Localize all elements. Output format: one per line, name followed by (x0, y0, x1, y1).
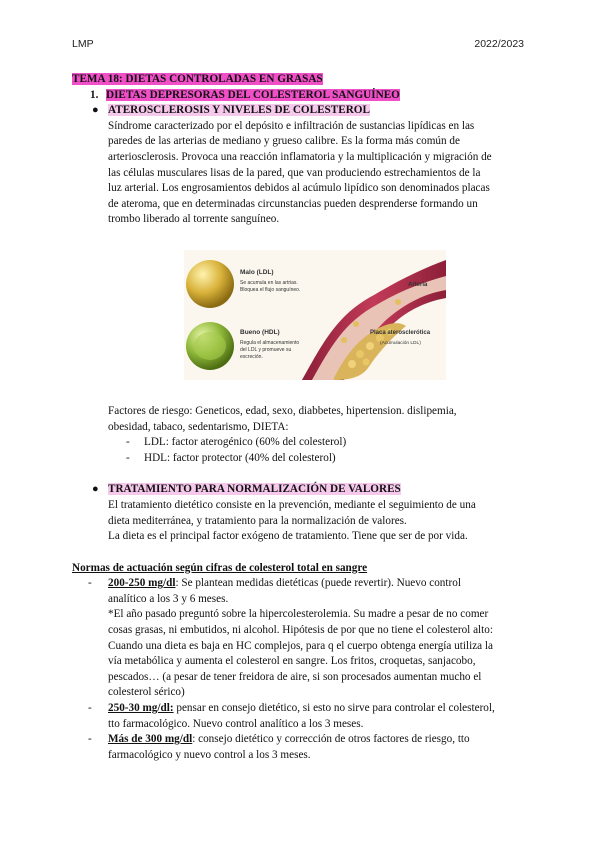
text-line: colesterol sérico) (108, 686, 185, 699)
risk-list (126, 435, 528, 466)
text-line: las células musculares lisas de la pared, que van produciendo estrechamientos de la (108, 166, 481, 179)
section-number: 1. (90, 88, 99, 101)
text-line: de ateroma, que en determinadas circunstancias pueden desprenderse formando un (108, 197, 478, 210)
text-line: obesidad, tabaco, sedentarismo, DIETA: (108, 420, 289, 433)
norms-list (88, 576, 528, 763)
cholesterol-illustration (184, 250, 446, 380)
plaque-label: Placa aterosclerótica (370, 329, 431, 336)
ldl-desc-2: Bloquea el flujo sanguíneo. (240, 286, 301, 293)
norm-item (88, 701, 528, 732)
bullet-icon: ● (92, 104, 99, 117)
document-body (72, 72, 528, 763)
text-line: Síndrome caracterizado por el depósito e infiltración de sustancias lipídicas en las (108, 119, 475, 132)
hdl-inner (194, 332, 226, 360)
plaque-sub: (Acumulación LDL) (380, 340, 421, 346)
hdl-desc-2: del LDL y promueve su (240, 346, 292, 353)
list-item-text: LDL: factor aterogénico (60% del colesterol) (144, 436, 347, 449)
dash-icon: - (88, 702, 92, 715)
text-line: pescados… (a pesar de tener freidora de aire, si son procesados aumentan mucho el (108, 670, 482, 683)
lipid-particle (348, 360, 356, 368)
subheading-treatment-text: TRATAMIENTO PARA NORMALIZACIÓN DE VALORES (108, 483, 401, 496)
text-line: tto farmacológico. Nuevo control analítico a los 3 meses. (108, 717, 364, 730)
doc-title-text: TEMA 18: DIETAS CONTROLADAS EN GRASAS (72, 73, 323, 85)
norm-item (88, 576, 528, 701)
norm-item (88, 732, 528, 763)
dash-icon: - (88, 733, 92, 746)
section-heading-text: DIETAS DEPRESORAS DEL COLESTEROL SANGUÍNEO (106, 88, 400, 101)
section-heading (90, 88, 528, 104)
norm-text: : Se plantean medidas dietéticas (puede revertir). Nuevo control (175, 577, 461, 590)
hdl-title: Bueno (HDL) (240, 328, 280, 336)
text-line: Factores de riesgo: Geneticos, edad, sexo, diabbetes, hipertension. dislipemia, (108, 404, 457, 417)
ldl-sphere (186, 260, 234, 308)
lipid-particle (363, 358, 370, 365)
lipid-particle (341, 337, 347, 343)
doc-title (72, 72, 528, 88)
text-line: paredes de las arterias de mediano y grueso calibre. Es la forma más común de (108, 135, 460, 148)
header-left: LMP (72, 38, 94, 50)
text-line: El tratamiento dietético consiste en la prevención, mediante el seguimiento de una (108, 498, 476, 511)
lipid-particle (395, 299, 401, 305)
ldl-desc-1: Se acumula en las artrias. (240, 279, 298, 286)
list-item-text: HDL: factor protector (40% del colesterol) (144, 451, 336, 464)
list-item (126, 451, 528, 467)
list-item (126, 435, 528, 451)
norm-text: pensar en consejo dietético, si esto no sirve para controlar el colesterol, (173, 702, 495, 715)
bullet-icon: ● (92, 483, 99, 496)
text-line: luz arterial. Los engrosamientos debidos al acúmulo lipídico son denominados placas (108, 182, 490, 195)
header-right: 2022/2023 (474, 38, 524, 50)
norms-heading: Normas de actuación según cifras de colesterol total en sangre (72, 561, 368, 574)
text-line: vía metabólica y aumenta el colesterol en sangre. Los fritos, croquetas, sanjacobo, (108, 655, 476, 668)
text-line: analítico a los 3 y 6 meses. (108, 592, 229, 605)
text-line: Cuando una dieta es baja en HC complejos, para q el cuerpo obtenga energía utiliza la (108, 639, 494, 652)
lipid-particle (366, 342, 374, 350)
lipid-particle (353, 321, 359, 327)
subheading-athero (90, 103, 528, 119)
text-line: dieta mediterránea, y tratamiento para la normalización de valores. (108, 514, 407, 527)
risk-paragraph (108, 404, 528, 435)
norm-key: 200-250 mg/dl (108, 577, 176, 590)
artery-label: Arteria (408, 281, 428, 288)
treatment-paragraph (108, 498, 528, 545)
text-line: arteriosclerosis. Provoca una reacción inflamatoria y la multiplicación y migración de (108, 150, 492, 163)
subheading-treatment (90, 482, 528, 498)
dash-icon: - (126, 451, 130, 464)
norm-text: : consejo dietético y corrección de otros factores de riesgo, tto (192, 733, 470, 746)
athero-paragraph (108, 119, 528, 228)
text-line: *El año pasado preguntó sobre la hipercolesterolemia. Su madre a pesar de no comer (108, 608, 489, 621)
dash-icon: - (126, 436, 130, 449)
text-line: La dieta es el principal factor exógeno de tratamiento. Tiene que ser de por vida. (108, 530, 468, 543)
hdl-desc-3: excreción. (240, 353, 263, 360)
hdl-desc-1: Regula el almacenamiento (240, 339, 300, 346)
lipid-particle (356, 350, 364, 358)
ldl-title: Malo (LDL) (240, 268, 274, 276)
text-line: trombo liberado al torrente sanguíneo. (108, 213, 280, 226)
text-line: farmacológico y nuevo control a los 3 meses. (108, 748, 311, 761)
dash-icon: - (88, 577, 92, 590)
subheading-athero-text: ATEROSCLEROSIS Y NIVELES DE COLESTEROL (108, 104, 370, 117)
text-line: cosas grasas, ni embutidos, ni alcohol. Hipótesis de por que no tiene el colesterol alto: (108, 624, 493, 637)
cholesterol-figure (184, 250, 446, 380)
norm-key: 250-30 mg/dl: (108, 702, 174, 715)
norm-key: Más de 300 mg/dl (108, 733, 193, 746)
